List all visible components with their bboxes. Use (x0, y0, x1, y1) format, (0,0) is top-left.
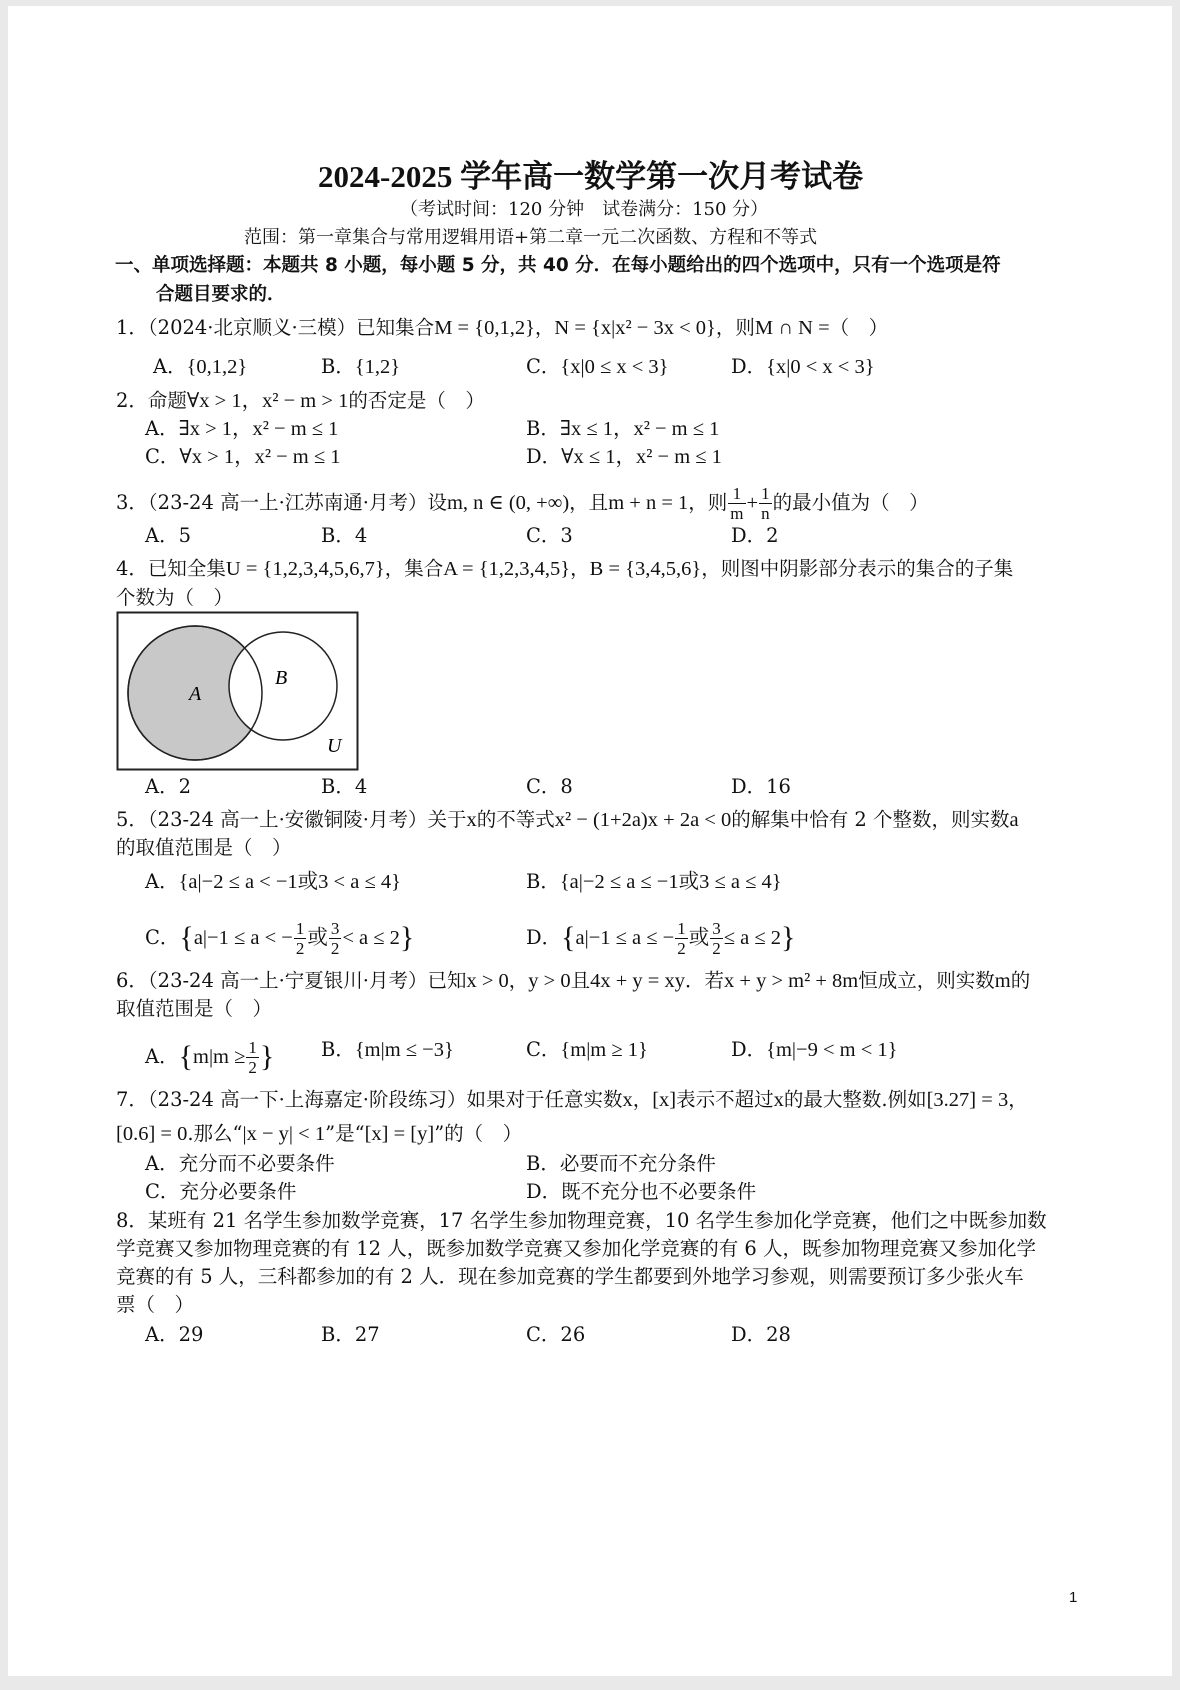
q2-option-a (145, 417, 338, 441)
q7-var-x: x (622, 1089, 633, 1111)
q1-set-m: M = {0,1,2} (434, 317, 535, 339)
q1-option-c (526, 355, 669, 379)
q5-c-f1d: 2 (295, 939, 305, 958)
q6-text: 6．（23-24 高一上·宁夏银川·月考）已知 (116, 969, 467, 992)
q7-sep: ， (632, 1088, 653, 1111)
q1-option-b-value: {1,2} (354, 356, 401, 378)
question-6-stem (116, 969, 1030, 993)
question-3-stem (116, 484, 929, 523)
q7-text-6: ”的（ ） (434, 1122, 523, 1145)
q5-d-frac-1 (675, 919, 688, 958)
q7-text-3: 的最大整数.例如 (783, 1088, 927, 1111)
q2-option-a-value: ∃x > 1，x² − m ≤ 1 (178, 418, 339, 440)
q1-option-b (321, 355, 400, 379)
q6-text-3: ．若 (685, 969, 725, 992)
q7-condition-1: |x − y| < 1 (242, 1123, 326, 1145)
q2-option-d-label: D． (526, 445, 562, 468)
q5-text: 5．（23-24 高一上·安徽铜陵·月考）关于 (116, 808, 467, 831)
q5-c-f2d: 2 (330, 939, 340, 958)
question-8-stem-2: 学竞赛又参加物理竞赛的有 12 人，既参加数学竞赛又参加化学竞赛的有 6 人，既参加物理竞赛又参加化学 (116, 1237, 1037, 1260)
q1-option-a (153, 355, 247, 379)
q3-text-2: ，则 (688, 491, 728, 514)
q4-option-a: A．2 (145, 775, 191, 798)
q5-c-frac-2 (329, 919, 342, 958)
q7-option-d: D．既不充分也不必要条件 (526, 1180, 757, 1203)
q7-option-c: C．充分必要条件 (145, 1180, 297, 1203)
q1-option-b-label: B． (321, 355, 355, 378)
q2-option-d (526, 445, 722, 469)
q7-var-x-2: x (773, 1089, 784, 1111)
q5-option-a-value: {a|−2 ≤ a < −1或3 < a ≤ 4} (178, 871, 401, 893)
brace-close: } (780, 921, 796, 954)
question-4-stem-cont: 个数为（ ） (116, 586, 234, 609)
q8-option-c: C．26 (526, 1323, 586, 1346)
q5-text-2: 的不等式 (476, 808, 555, 831)
q8-option-a: A．29 (145, 1323, 204, 1346)
q7-text-2: 表示不超过 (676, 1088, 774, 1111)
q5-d-f2n: 3 (712, 919, 721, 938)
q6-text-2: 且 (570, 969, 591, 992)
q4-option-d: D．16 (731, 775, 791, 798)
q4-set-u: U = {1,2,3,4,5,6,7} (225, 558, 385, 580)
q6-option-c-label: C． (526, 1038, 561, 1061)
q6-equation: 4x + y = xy (590, 970, 685, 992)
brace-open: { (561, 921, 576, 954)
brace-open: { (179, 921, 194, 954)
q2-text-2: 的否定是（ ） (348, 389, 485, 412)
brace-close: } (399, 921, 415, 954)
q7-text-5: ”是“ (325, 1122, 365, 1145)
q3-f2-den: n (761, 504, 770, 523)
brace-open: { (178, 1040, 193, 1073)
q5-var-a: a (1009, 809, 1019, 831)
q4-set-b: B = {3,4,5,6} (589, 558, 702, 580)
q7-example-2: [0.6] = 0 (116, 1123, 188, 1145)
q6-option-d-value: {m|−9 < m < 1} (766, 1039, 898, 1061)
q1-option-a-label: A． (153, 355, 187, 378)
question-8-stem: 8．某班有 21 名学生参加数学竞赛，17 名学生参加物理竞赛，10 名学生参加化学竞赛，他们之中既参加数 (116, 1209, 1047, 1232)
q2-proposition: ∀x > 1，x² − m > 1 (186, 390, 349, 412)
q1-intersection: M ∩ N = (754, 317, 830, 339)
question-7-stem (116, 1088, 1028, 1112)
q6-option-c-value: {m|m ≥ 1} (560, 1039, 648, 1061)
q6-option-d (731, 1038, 898, 1062)
q3-option-b: B．4 (321, 524, 368, 547)
q4-text-2: ，集合 (384, 557, 444, 580)
q5-d-expr: a|−1 ≤ a ≤ − (575, 927, 675, 949)
q5-c-expr: a|−1 ≤ a < − (193, 927, 293, 949)
q6-option-a (145, 1038, 274, 1077)
section-heading: 一、单项选择题：本题共 8 小题，每小题 5 分，共 40 分．在每小题给出的四个选项中，只有一个选项是符 (115, 255, 1001, 276)
q5-c-f1n: 1 (295, 919, 305, 938)
q5-inequality: x² − (1+2a)x + 2a < 0 (554, 809, 732, 831)
q6-a-expr: m|m ≥ (193, 1046, 246, 1068)
q5-option-c (145, 919, 414, 958)
q5-option-d (526, 919, 795, 958)
q6-a-frac (246, 1038, 259, 1077)
q4-sep: ， (570, 557, 590, 580)
q3-fraction-2 (759, 484, 772, 523)
venn-label-a: A (189, 683, 202, 705)
q2-option-b (526, 417, 719, 441)
q6-option-b-value: {m|m ≤ −3} (354, 1039, 454, 1061)
q5-d-f2d: 2 (712, 939, 721, 958)
exam-page (8, 6, 1172, 1676)
q8-option-d: D．28 (731, 1323, 791, 1346)
question-5-stem-cont: 的取值范围是（ ） (116, 836, 292, 859)
q5-option-a (145, 870, 401, 894)
q3-text-3: 的最小值为（ ） (772, 491, 929, 514)
q3-condition: m + n = 1 (608, 492, 689, 514)
q6-a-fn: 1 (248, 1038, 257, 1057)
q5-c-expr-2: < a ≤ 2 (342, 927, 400, 949)
q1-option-d-label: D． (731, 355, 767, 378)
venn-label-b: B (275, 667, 288, 689)
q3-plus: + (746, 492, 759, 514)
q2-option-d-value: ∀x ≤ 1，x² − m ≤ 1 (561, 446, 722, 468)
q5-d-f1n: 1 (677, 919, 686, 938)
venn-diagram (116, 611, 360, 772)
q2-option-b-label: B． (526, 417, 560, 440)
venn-label-u: U (327, 735, 342, 757)
q5-c-or: 或 (307, 927, 328, 949)
q4-option-b: B．4 (321, 775, 368, 798)
q4-option-c: C．8 (526, 775, 573, 798)
q2-text: 2．命题 (116, 389, 187, 412)
q2-option-c (145, 445, 341, 469)
q5-c-f2n: 3 (330, 919, 340, 938)
q5-text-3: 的解集中恰有 2 个整数，则实数 (731, 808, 1010, 831)
q5-c-frac-1 (294, 919, 307, 958)
q5-d-or: 或 (688, 927, 710, 949)
question-6-stem-cont: 取值范围是（ ） (116, 997, 273, 1020)
q6-cond-y: y > 0 (528, 970, 571, 992)
brace-close: } (259, 1040, 275, 1073)
q6-a-fd: 2 (248, 1058, 257, 1077)
q7-text: 7．（23-24 高一下·上海嘉定·阶段练习）如果对于任意实数 (116, 1088, 623, 1111)
q3-f1-den: m (730, 504, 744, 523)
q1-blank: （ ） (829, 316, 889, 339)
q6-var-m: m (994, 970, 1011, 992)
q5-option-d-label: D． (526, 926, 562, 949)
q7-condition-2: [x] = [y] (364, 1123, 435, 1145)
q6-option-c (526, 1038, 648, 1062)
q3-f1-num: 1 (728, 484, 745, 504)
q5-d-expr-2: ≤ a ≤ 2 (723, 927, 781, 949)
q6-inequality: x + y > m² + 8m (724, 970, 859, 992)
q5-option-b-value: {a|−2 ≤ a ≤ −1或3 ≤ a ≤ 4} (559, 871, 782, 893)
q7-option-b: B．必要而不充分条件 (526, 1152, 716, 1175)
q6-option-a-label: A． (145, 1045, 179, 1068)
q6-text-5: 的 (1010, 969, 1031, 992)
question-1-stem (116, 316, 888, 340)
section-heading-cont: 合题目要求的． (156, 284, 286, 305)
q1-option-d-value: {x|0 < x < 3} (766, 356, 875, 378)
page-title: 2024-2025 学年高一数学第一次月考试卷 (318, 159, 864, 194)
q6-text-4: 恒成立，则实数 (858, 969, 995, 992)
q6-sep: ， (508, 969, 529, 992)
question-7-stem-cont (116, 1122, 522, 1146)
q5-d-f1d: 2 (677, 939, 686, 958)
q3-option-a: A．5 (145, 524, 191, 547)
exam-info: （考试时间：120 分钟 试卷满分：150 分） (400, 199, 769, 220)
q5-d-frac-2 (710, 919, 723, 958)
q7-text-4: .那么“ (187, 1122, 243, 1145)
q1-text: 1．（2024·北京顺义·三模）已知集合 (116, 316, 435, 339)
q6-cond-x: x > 0 (466, 970, 509, 992)
q6-option-b-label: B． (321, 1038, 355, 1061)
question-4-stem (116, 557, 1013, 581)
q3-option-d: D．2 (731, 524, 779, 547)
q3-sep: ，且 (569, 491, 609, 514)
q2-option-c-label: C． (145, 445, 180, 468)
q4-text-3: ，则图中阴影部分表示的集合的子集 (701, 557, 1014, 580)
q3-text: 3．（23-24 高一上·江苏南通·月考）设 (116, 491, 447, 514)
q1-option-a-value: {0,1,2} (186, 356, 248, 378)
q2-option-a-label: A． (145, 417, 179, 440)
q5-option-c-label: C． (145, 926, 180, 949)
q6-option-b (321, 1038, 454, 1062)
q1-option-c-label: C． (526, 355, 561, 378)
page-number: 1 (1069, 1589, 1078, 1606)
q1-set-n: N = {x|x² − 3x < 0} (554, 317, 716, 339)
q5-option-a-label: A． (145, 870, 179, 893)
q3-f2-num: 1 (761, 484, 770, 503)
question-8-stem-4: 票（ ） (116, 1293, 195, 1316)
q2-option-b-value: ∃x ≤ 1，x² − m ≤ 1 (559, 418, 720, 440)
q5-option-b-label: B． (526, 870, 560, 893)
q8-option-b: B．27 (321, 1323, 380, 1346)
q7-example-1: [3.27] = 3 (926, 1089, 1009, 1111)
q1-option-d (731, 355, 875, 379)
q3-fraction-1 (728, 484, 745, 523)
q7-sep-2: ， (1008, 1088, 1028, 1111)
q7-option-a: A．充分而不必要条件 (145, 1152, 335, 1175)
q3-domain: m, n ∈ (0, +∞) (446, 492, 570, 514)
question-8-stem-3: 竞赛的有 5 人，三科都参加的有 2 人．现在参加竞赛的学生都要到外地学习参观，则需要预订多少张火车 (116, 1265, 1024, 1288)
q3-option-c: C．3 (526, 524, 573, 547)
question-2-stem (116, 389, 485, 413)
q1-text-2: ，则 (715, 316, 755, 339)
q5-var-x: x (466, 809, 477, 831)
exam-scope: 范围：第一章集合与常用逻辑用语+第二章一元二次函数、方程和不等式 (244, 227, 818, 248)
q6-option-d-label: D． (731, 1038, 767, 1061)
q2-option-c-value: ∀x > 1，x² − m ≤ 1 (179, 446, 341, 468)
q1-option-c-value: {x|0 ≤ x < 3} (560, 356, 669, 378)
q4-set-a: A = {1,2,3,4,5} (443, 558, 571, 580)
q7-floor-x: [x] (652, 1089, 677, 1111)
q1-sep: ， (534, 316, 555, 339)
q5-option-b (526, 870, 782, 894)
question-5-stem (116, 808, 1019, 832)
q4-text: 4．已知全集 (116, 557, 226, 580)
